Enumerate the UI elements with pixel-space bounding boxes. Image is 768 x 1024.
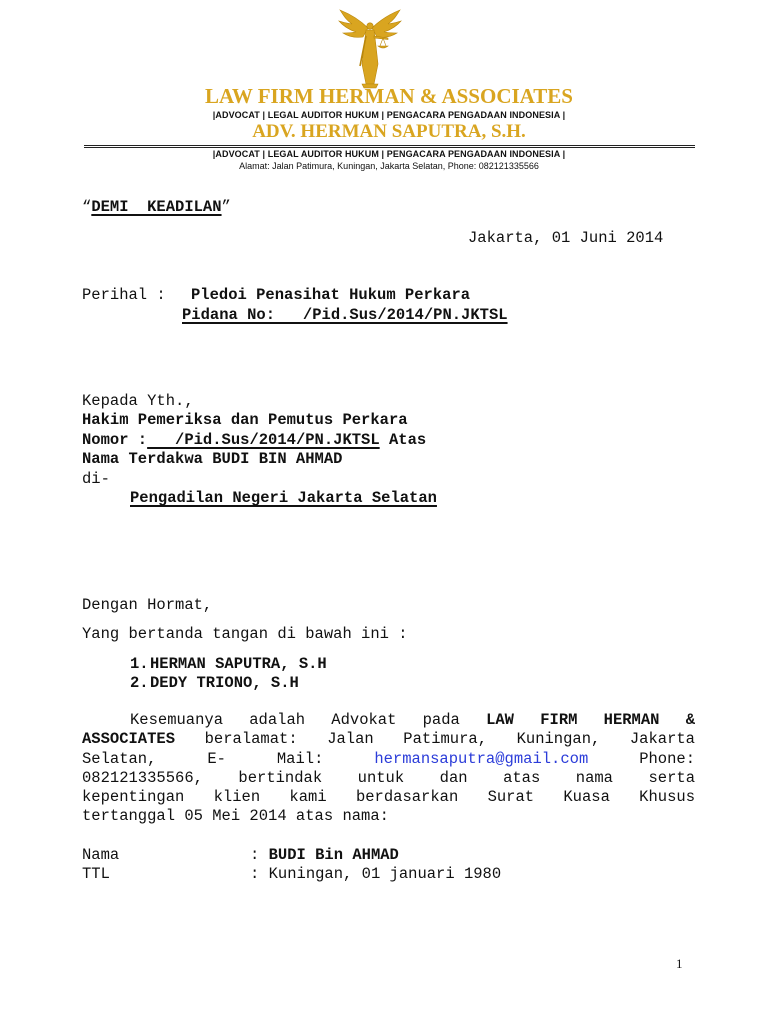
motto-text: DEMI KEADILAN [91,198,222,216]
nomor-suffix: Atas [379,431,427,449]
recipient-di: di- [82,470,110,488]
body-paragraph-line-6: tertanggal 05 Mei 2014 atas nama: [82,807,389,825]
intro-line: Yang bertanda tangan di bawah ini : [82,625,408,643]
subject-label: Perihal : [82,286,166,304]
body-paragraph-line-5: kepentingan klien kami berdasarkan Surat Kuasa Khusus [82,788,695,806]
recipient-nomor [82,431,426,449]
recipient-line-1: Hakim Pemeriksa dan Pemutus Perkara [82,411,408,429]
identity-value-ttl [250,865,501,883]
nomor-value: /Pid.Sus/2014/PN.JKTSL [147,431,380,449]
body-paragraph-line-3 [82,750,695,768]
identity-sep: : [250,865,260,883]
body-paragraph-line-1 [130,711,695,729]
winged-justice-logo-icon [336,6,404,90]
signatory-2 [130,674,299,692]
salutation: Dengan Hormat, [82,596,213,614]
signatory-number: 1. [130,655,149,673]
letterhead-divider [84,145,695,146]
signatory-1 [130,655,327,673]
identity-sep: : [250,846,260,864]
identity-label-ttl: TTL [82,865,110,883]
body-paragraph-line-2 [82,730,695,748]
para-text: Selatan, E- Mail: [82,750,324,768]
para-text: beralamat: Jalan Patimura, Kuningan, Jakarta [204,730,695,748]
identity-value-nama [250,846,399,864]
para-text: Kesemuanya adalah Advokat pada [130,711,460,729]
place-date: Jakarta, 01 Juni 2014 [468,229,664,247]
firm-logo [336,6,404,90]
tagline-1: |ADVOCAT | LEGAL AUDITOR HUKUM | PENGACARA PENGADAAN INDONESIA | [212,110,566,120]
identity-label-nama: Nama [82,846,120,864]
nomor-label: Nomor : [82,431,148,449]
recipient-court: Pengadilan Negeri Jakarta Selatan [130,489,437,507]
subject-line-1: Pledoi Penasihat Hukum Perkara [191,286,471,304]
recipient-line-3: Nama Terdakwa BUDI BIN AHMAD [82,450,343,468]
identity-ttl: Kuningan, 01 januari 1980 [268,865,502,883]
recipient-greeting: Kepada Yth., [82,392,194,410]
subject-line-2: Pidana No: /Pid.Sus/2014/PN.JKTSL [182,306,508,324]
firm-name: LAW FIRM HERMAN & ASSOCIATES [205,84,573,108]
signatory-number: 2. [130,674,149,692]
firm-name-inline: ASSOCIATES [82,730,176,748]
open-quote: “ [82,198,92,216]
signatory-name: DEDY TRIONO, S.H [150,674,299,692]
email-link[interactable]: hermansaputra@gmail.com [374,750,589,768]
advocate-name: ADV. HERMAN SAPUTRA, S.H. [252,121,526,142]
tagline-2: |ADVOCAT | LEGAL AUDITOR HUKUM | PENGACARA PENGADAAN INDONESIA | [212,149,566,159]
para-text: Phone: [639,750,695,768]
identity-name: BUDI Bin AHMAD [268,846,399,864]
body-paragraph-line-4: 082121335566, bertindak untuk dan atas nama serta [82,769,695,787]
page-number: 1 [676,956,683,971]
letterhead-divider-thick [84,147,695,148]
motto-heading [82,198,231,216]
signatory-name: HERMAN SAPUTRA, S.H [150,655,327,673]
close-quote: ” [221,198,231,216]
firm-name-inline: LAW FIRM HERMAN & [486,711,695,729]
letterhead-address: Alamat: Jalan Patimura, Kuningan, Jakarta Selatan, Phone: 082121335566 [239,161,539,171]
